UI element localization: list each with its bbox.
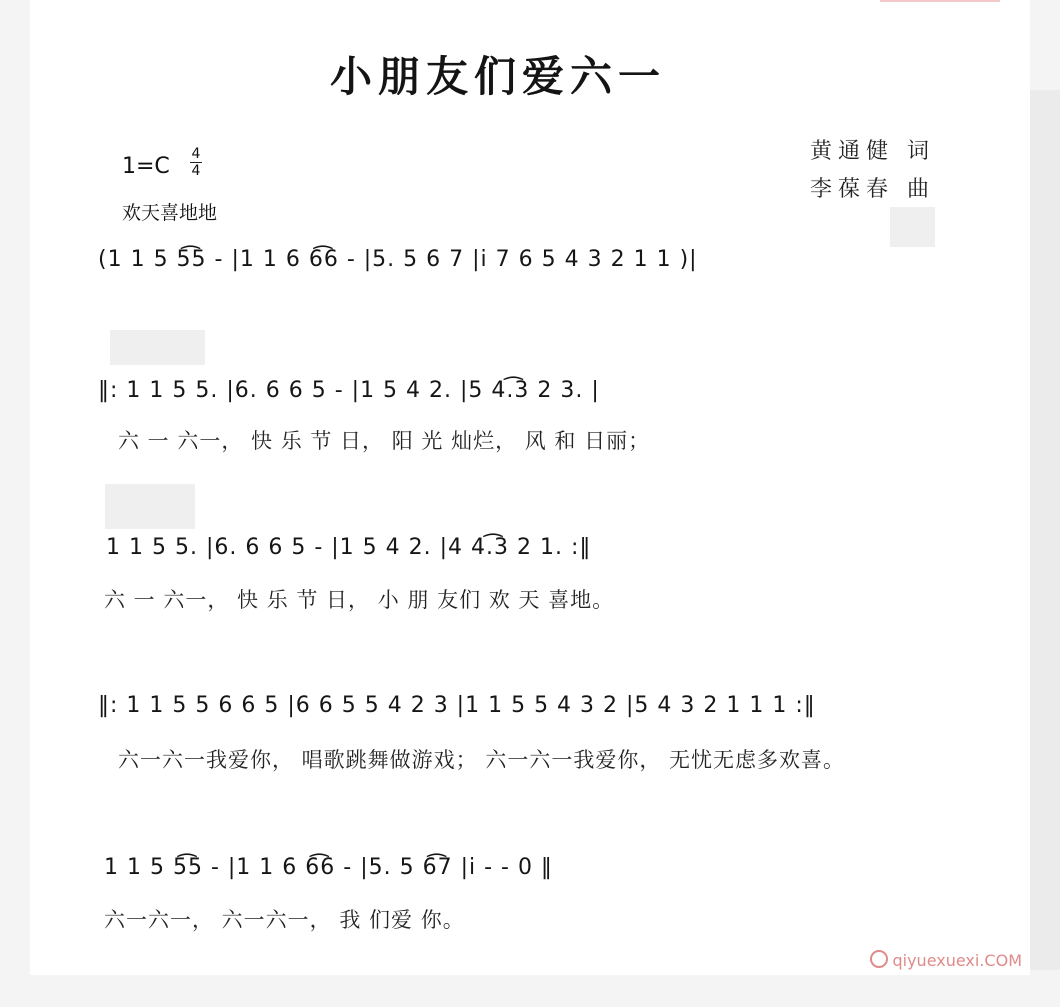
notation-line-2: ‖: 1 1 5 5. |6. 6 6 5 - |1 5 4 2. |5 4.͡3 2 3. |: [98, 378, 600, 403]
lyrics-line-5: 六一六一， 六一六一， 我 们爱 你。: [104, 908, 465, 932]
notation-line-1: (1 1 5 5͡5 - |1 1 6 6͡6 - |5. 5 6 7 |i 7 6 5 4 3 2 1 1 )|: [98, 247, 698, 272]
song-title: 小朋友们爱六一: [330, 52, 667, 101]
watermark-text: qiyuexuexi.COM: [892, 951, 1022, 970]
scan-patch: [890, 207, 935, 247]
logo-icon: [870, 950, 888, 968]
scan-patch: [105, 484, 195, 529]
tempo-mood-marking: 欢天喜地地: [122, 202, 218, 224]
key-signature: 1=C: [122, 154, 170, 179]
scan-patch: [110, 330, 205, 365]
composer-credit: 李葆春 曲: [810, 177, 935, 202]
lyrics-line-2: 六 一 六一， 快 乐 节 日， 阳 光 灿烂， 风 和 日丽；: [118, 429, 651, 453]
lyricist-credit: 黄通健 词: [810, 139, 935, 164]
notation-line-3: 1 1 5 5. |6. 6 6 5 - |1 5 4 2. |4 4.͡3 2 1. :‖: [106, 535, 592, 560]
time-signature-bottom: 4: [191, 163, 201, 179]
time-signature: [190, 146, 202, 179]
notation-line-4: ‖: 1 1 5 5 6 6 5 |6 6 5 5 4 2 3 |1 1 5 5 4 3 2 |5 4 3 2 1 1 1 :‖: [98, 693, 816, 718]
time-signature-top: 4: [191, 146, 201, 162]
top-edge-mark: [880, 0, 1000, 2]
lyrics-line-3: 六 一 六一， 快 乐 节 日， 小 朋 友们 欢 天 喜地。: [104, 588, 615, 612]
lyrics-line-4: 六一六一我爱你， 唱歌跳舞做游戏； 六一六一我爱你， 无忧无虑多欢喜。: [118, 748, 846, 772]
notation-line-5: 1 1 5 5͡5 - |1 1 6 6͡6 - |5. 5 6͡7 |i - - 0 ‖: [104, 855, 553, 880]
page-edge-shade: [1030, 90, 1060, 970]
site-watermark[interactable]: [870, 950, 1022, 970]
